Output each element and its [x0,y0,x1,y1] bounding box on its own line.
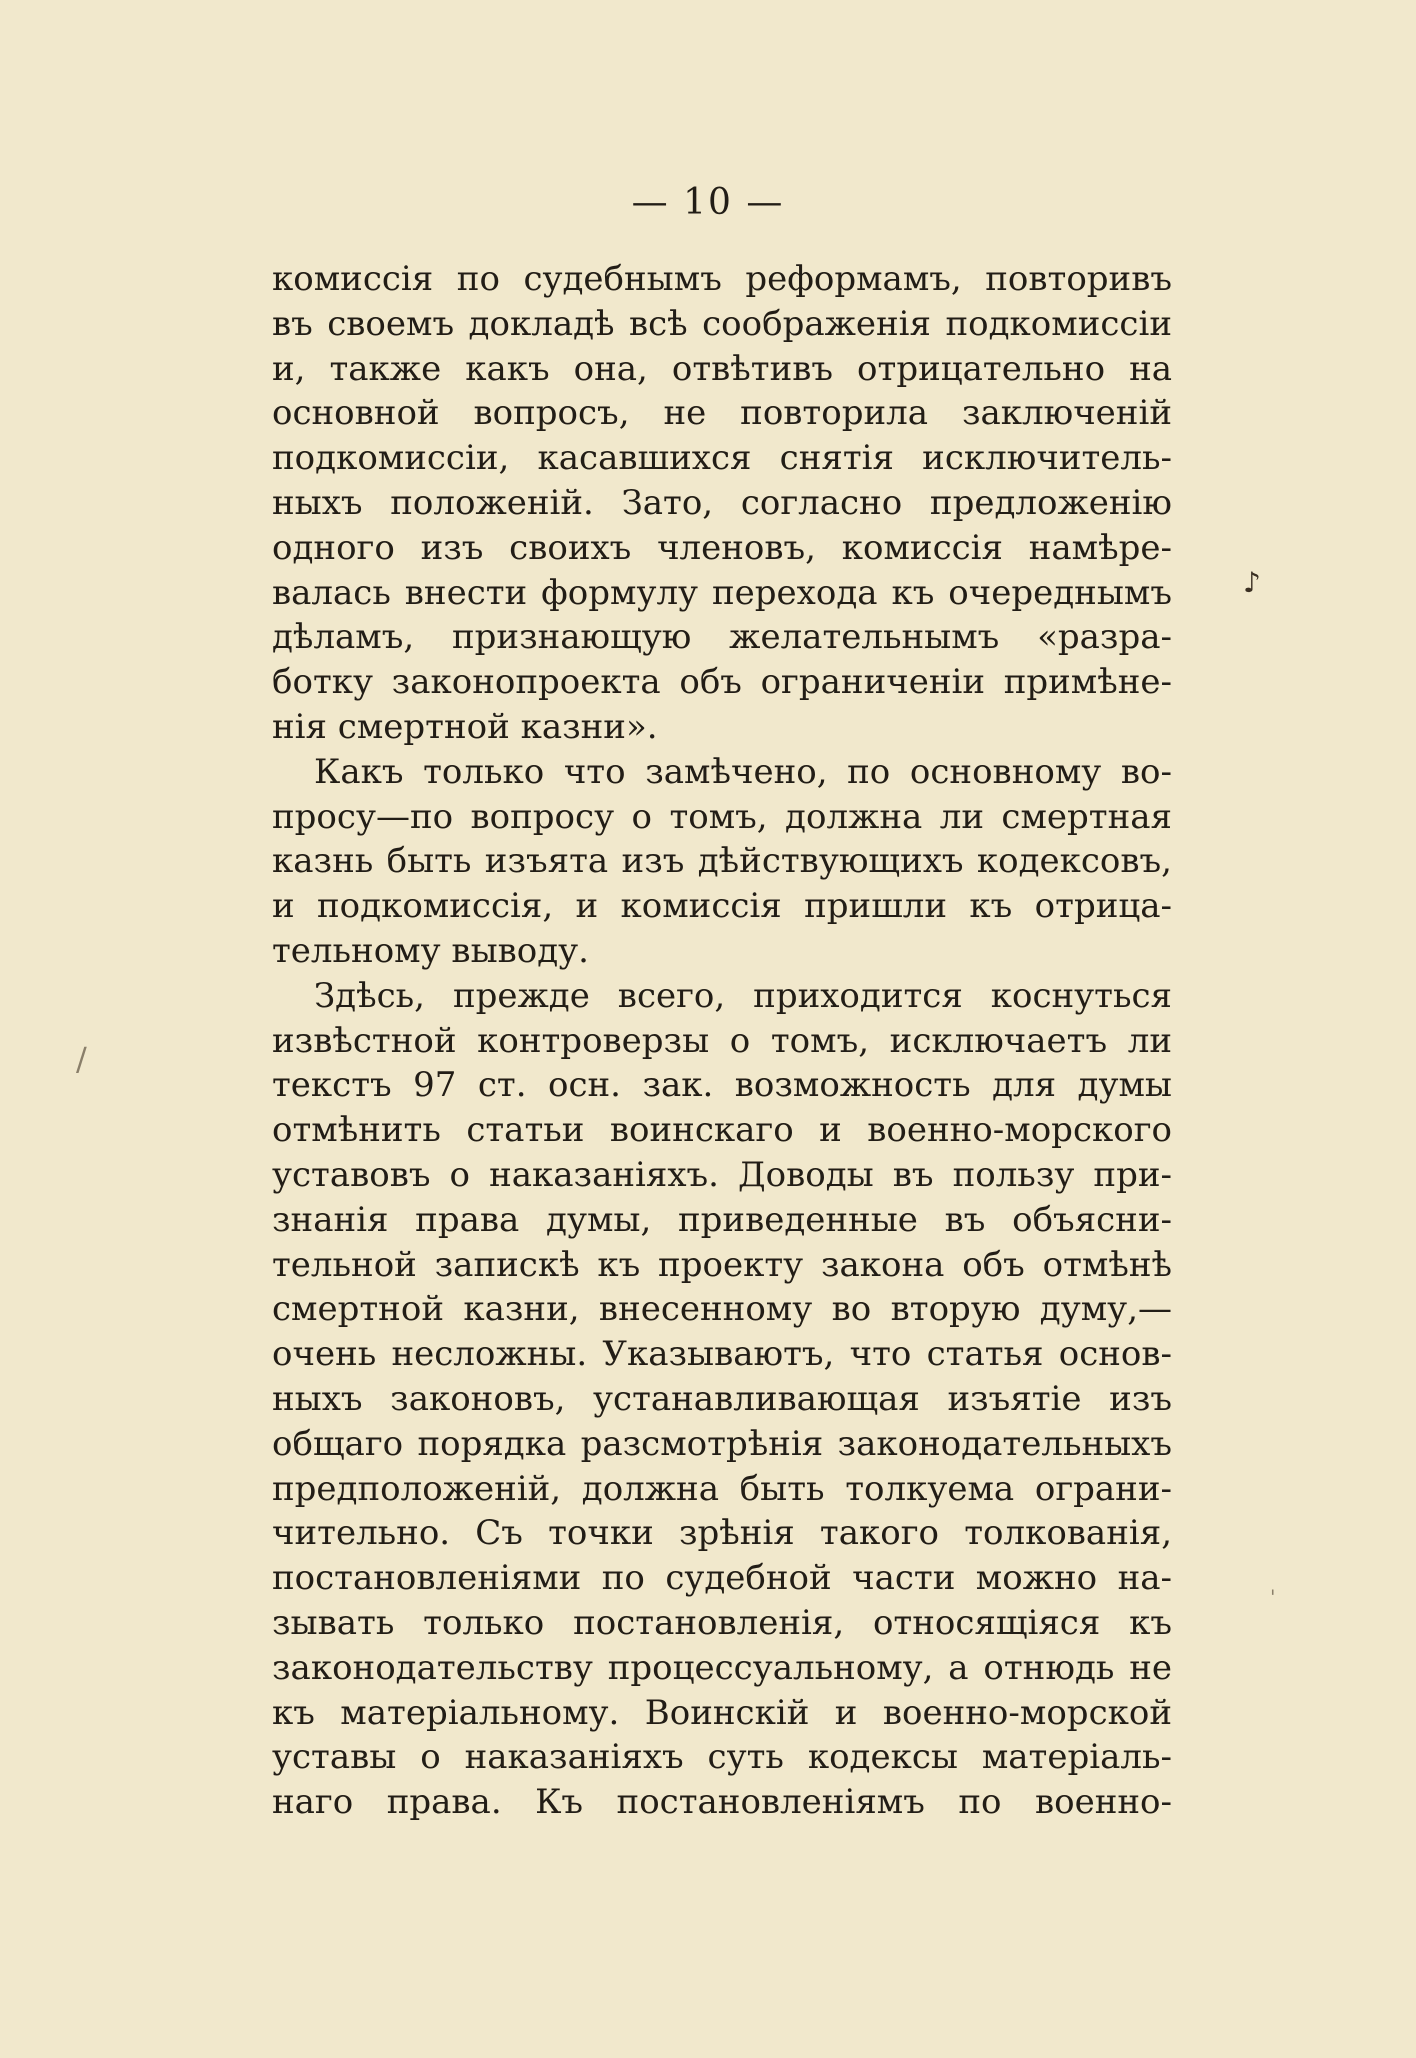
text-line: одного изъ своихъ членовъ, комиссія намѣре- [272,527,1172,568]
text-line: казнь быть изъята изъ дѣйствующихъ кодексовъ, [272,841,1172,882]
text-line: тельной запискѣ къ проекту закона объ отмѣнѣ [272,1244,1172,1285]
text-line: ныхъ законовъ, устанавливающая изъятіе изъ [272,1378,1172,1419]
text-line: подкомиссіи, касавшихся снятія исключитель- [272,438,1172,479]
margin-pencil-mark: ♪ [1243,566,1261,599]
text-line: очень несложны. Указываютъ, что статья основ- [272,1334,1172,1375]
text-line: постановленіями по судебной части можно на- [272,1558,1172,1599]
margin-pencil-mark: / [76,1040,87,1078]
text-line: текстъ 97 ст. осн. зак. возможность для думы [272,1065,1172,1106]
text-line: въ своемъ докладѣ всѣ соображенія подкомиссіи [272,303,1172,344]
text-line: ботку законопроекта объ ограниченіи примѣне- [272,662,1172,703]
text-line: чительно. Съ точки зрѣнія такого толкованія, [272,1513,1172,1554]
text-line: уставы о наказаніяхъ суть кодексы матеріаль- [272,1737,1172,1778]
margin-pencil-mark: ' [1270,1585,1276,1609]
paragraph-end-line: нія смертной казни». [272,706,658,747]
text-line: и, также какъ она, отвѣтивъ отрицательно на [272,348,1172,389]
text-line: валась внести формулу перехода къ очереднымъ [272,572,1172,613]
page-number: — 10 — [631,182,785,223]
text-line: зывать только постановленія, относящіяся къ [272,1602,1172,1643]
text-line: общаго порядка разсмотрѣнія законодательныхъ [272,1423,1172,1464]
text-line: ныхъ положеній. Зато, согласно предложенію [272,482,1172,523]
paragraph-start-line: Какъ только что замѣчено, по основному во- [314,751,1172,792]
text-line: законодательству процессуальному, а отнюдь не [272,1647,1172,1688]
text-line: отмѣнить статьи воинскаго и военно-морского [272,1110,1172,1151]
text-line: извѣстной контроверзы о томъ, исключаетъ ли [272,1020,1172,1061]
text-line: комиссія по судебнымъ реформамъ, повторивъ [272,259,1172,299]
paragraph-start-line: Здѣсь, прежде всего, приходится коснуться [314,975,1172,1016]
text-line: къ матеріальному. Воинскій и военно-морской [272,1692,1172,1733]
body-text [272,257,1172,1825]
text-line: просу—по вопросу о томъ, должна ли смертная [272,796,1172,837]
text-line: уставовъ о наказаніяхъ. Доводы въ пользу при- [272,1154,1172,1195]
text-line: наго права. Къ постановленіямъ по военно- [272,1782,1172,1823]
text-line: дѣламъ, признающую желательнымъ «разра- [272,617,1172,658]
paragraph-end-line: тельному выводу. [272,930,589,971]
text-line: предположеній, должна быть толкуема ограни- [272,1468,1172,1509]
text-line: и подкомиссія, и комиссія пришли къ отрица- [272,886,1172,927]
text-line: основной вопросъ, не повторила заключеній [272,393,1172,434]
text-line: знанія права думы, приведенные въ объясни- [272,1199,1172,1240]
text-line: смертной казни, внесенному во вторую думу,— [272,1289,1172,1330]
